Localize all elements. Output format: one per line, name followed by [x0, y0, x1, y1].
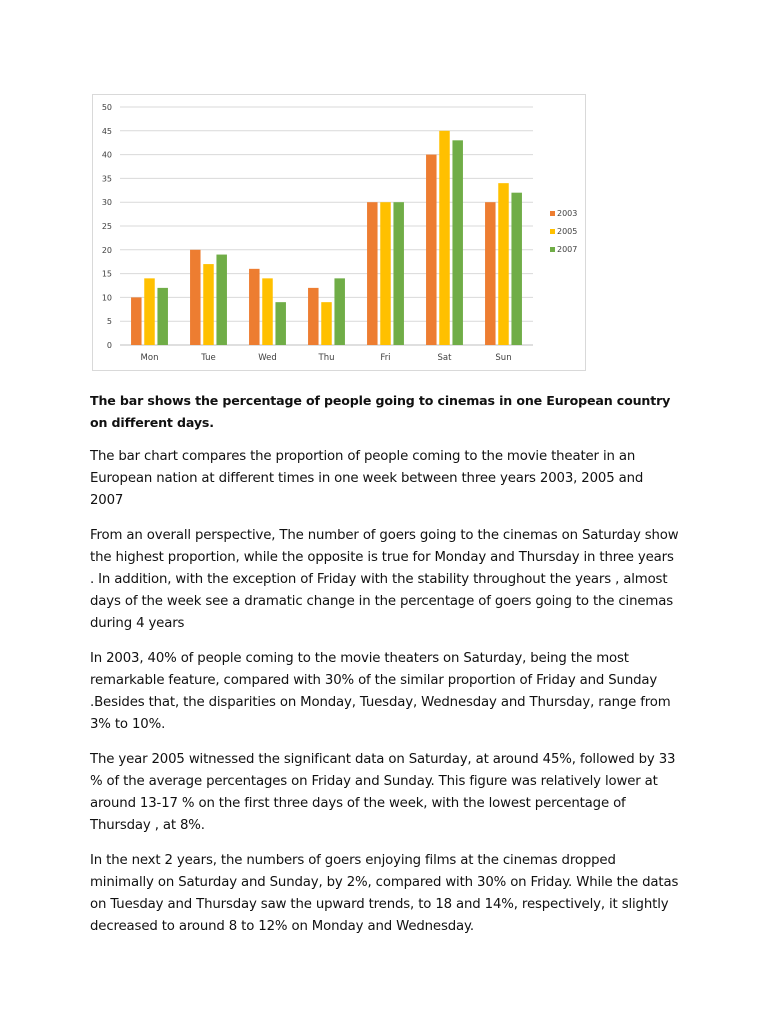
bar: [262, 278, 273, 345]
x-tick-label: Fri: [380, 353, 391, 363]
bar: [190, 250, 201, 345]
essay-heading: The bar shows the percentage of people going to cinemas in one European country on different days.: [90, 393, 671, 430]
bar: [131, 297, 142, 345]
y-tick-label: 20: [101, 245, 112, 255]
chart-svg: [93, 95, 587, 372]
bar: [249, 269, 259, 345]
y-tick-label: 0: [106, 341, 112, 350]
y-tick-label: 50: [101, 103, 112, 112]
x-tick-label: Tue: [201, 353, 216, 363]
y-tick-label: 40: [101, 150, 112, 160]
bar: [157, 288, 168, 345]
bar: [511, 193, 522, 345]
legend-label: 2003: [557, 209, 578, 218]
essay-text: [90, 390, 680, 951]
bar: [498, 183, 509, 345]
legend-swatch: [550, 229, 555, 234]
bar: [321, 302, 332, 345]
paragraph-2003: In 2003, 40% of people coming to the movie theaters on Saturday, being the most remarkable feature, compared with 30% of the similar proportion of Friday and Sunday .Besides that, the disparities on Monday, Tuesday, Wednesday and Thursday, range from 3% to 10%.: [90, 651, 671, 732]
bar: [334, 278, 345, 345]
legend-swatch: [550, 211, 555, 216]
x-tick-label: Thu: [318, 353, 335, 363]
bar: [485, 202, 496, 345]
paragraph-2005: The year 2005 witnessed the significant data on Saturday, at around 45%, followed by 33 % of the average percentages on Friday and Sunday. This figure was relatively lower at around 13-17 % on the first three days of the week, with the lowest percentage of Thursday , at 8%.: [90, 752, 676, 833]
y-tick-label: 15: [101, 269, 112, 279]
x-tick-label: Sun: [495, 353, 512, 363]
bar-chart: [92, 94, 586, 371]
bar: [216, 255, 227, 345]
y-tick-label: 30: [101, 198, 112, 208]
y-tick-label: 10: [101, 293, 112, 303]
legend-label: 2005: [557, 227, 578, 236]
legend-swatch: [550, 247, 555, 252]
y-tick-label: 45: [101, 126, 112, 136]
bar: [380, 202, 391, 345]
bar: [439, 131, 450, 345]
bar: [203, 264, 214, 345]
y-tick-label: 25: [101, 222, 112, 231]
y-tick-label: 35: [101, 174, 112, 184]
bar: [144, 278, 155, 345]
bar: [308, 288, 319, 345]
legend-label: 2007: [557, 245, 578, 254]
paragraph-overview: From an overall perspective, The number of goers going to the cinemas on Saturday show the highest proportion, while the opposite is true for Monday and Thursday in three years . In addition, with the exception of Friday with the stability throughout the years , almost days of the week see a dramatic change in the percentage of goers going to the cinemas during 4 years: [90, 528, 679, 631]
x-tick-label: Mon: [140, 353, 159, 363]
bar: [393, 202, 404, 345]
paragraph-2007: In the next 2 years, the numbers of goers enjoying films at the cinemas dropped minimally on Saturday and Sunday, by 2%, compared with 30% on Friday. While the datas on Tuesday and Thursday saw the upward trends, to 18 and 14%, respectively, it slightly decreased to around 8 to 12% on Monday and Wednesday.: [90, 853, 679, 934]
bar: [275, 302, 286, 345]
y-tick-label: 5: [106, 317, 112, 327]
bar: [367, 202, 378, 345]
bar: [452, 140, 463, 345]
x-tick-label: Wed: [258, 353, 277, 363]
paragraph-intro: The bar chart compares the proportion of people coming to the movie theater in an European nation at different times in one week between three years 2003, 2005 and 2007: [90, 449, 644, 508]
bar: [426, 155, 437, 345]
x-tick-label: Sat: [437, 353, 452, 363]
